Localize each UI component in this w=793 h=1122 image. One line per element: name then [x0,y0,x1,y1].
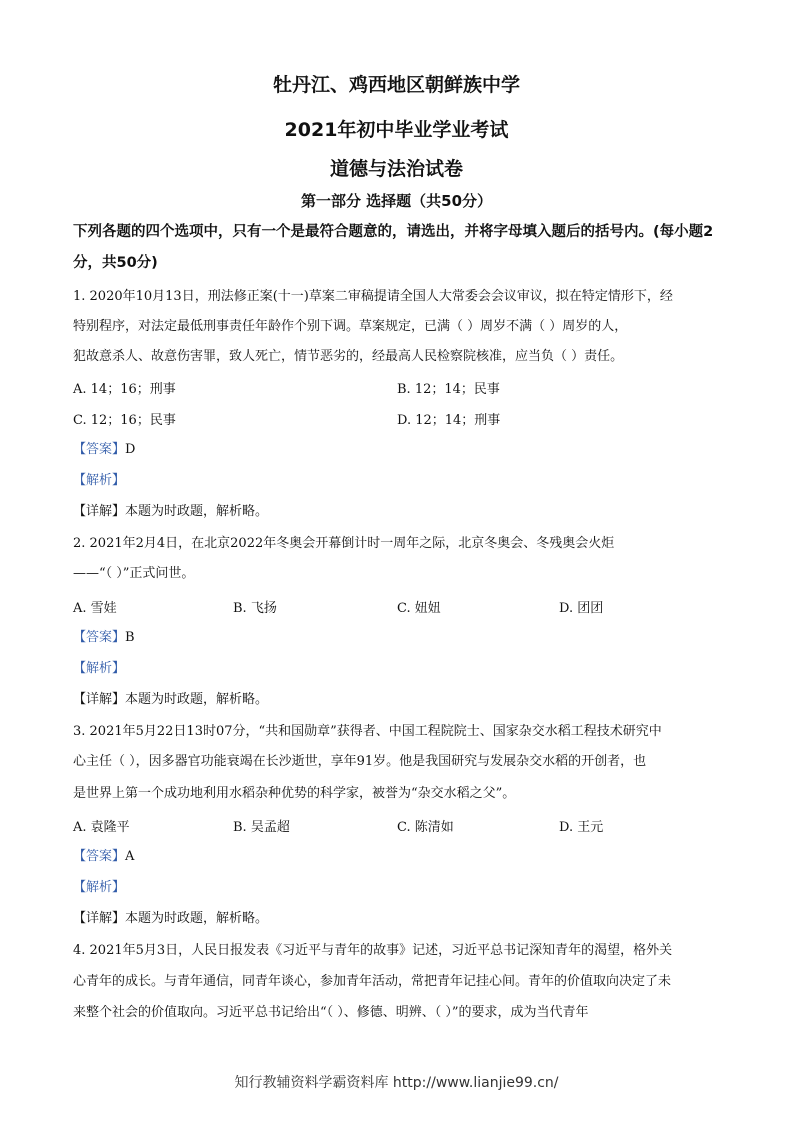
q1-analysis [73,471,125,491]
q4-stem-line2: 心青年的成长。与青年通信，同青年谈心，参加青年活动，常把青年记挂心间。青年的价值取向决定了未 [73,974,672,989]
q4-stem-line3: 来整个社会的价值取向。习近平总书记给出“（ ）、修德、明辨、（ ）”的要求，成为当代青年 [73,1005,589,1020]
detail-text: 本题为时政题，解析略。 [125,504,269,519]
section-title: 第一部分 选择题（共50分） [300,192,493,210]
answer-value: D [125,442,136,457]
detail-tag: 【详解】 [73,504,126,519]
q1-option-d: D. 12；14；刑事 [397,413,501,428]
q2-option-b: B. 飞扬 [233,601,277,616]
q1-option-a: A. 14；16；刑事 [73,382,176,397]
q1-option-c: C. 12；16；民事 [73,413,176,428]
school-title: 牡丹江、鸡西地区朝鲜族中学 [272,74,520,96]
q3-stem-line3: 是世界上第一个成功地利用水稻杂种优势的科学家，被誉为“杂交水稻之父”。 [73,786,516,801]
q3-stem-line1: 3. 2021年5月22日13时07分，“共和国勋章”获得者、中国工程院院士、国家杂交水稻工程技术研究中 [73,724,662,739]
answer-value: A [125,849,135,864]
q3-stem-line2: 心主任（ ），因多器官功能衰竭在长沙逝世，享年91岁。他是我国研究与发展杂交水稻的开创者，也 [73,754,647,769]
analysis-tag: 【解析】 [73,473,126,488]
answer-tag: 【答案】 [73,442,126,457]
footer-watermark: 知行教辅资料学霸资料库 http://www.lianjie99.cn/ [234,1075,559,1091]
detail-text: 本题为时政题，解析略。 [125,911,269,926]
q1-detail [73,502,268,522]
answer-value: B [125,630,135,645]
q2-analysis [73,659,125,679]
q2-stem-line2: ——“（ ）”正式问世。 [73,566,195,581]
q3-analysis [73,878,125,898]
q1-stem-line2: 特别程序，对法定最低刑事责任年龄作个别下调。草案规定，已满（ ）周岁不满（ ）周岁的人， [73,319,628,334]
q3-option-a: A. 袁隆平 [73,820,130,835]
q3-option-c: C. 陈清如 [397,820,454,835]
analysis-tag: 【解析】 [73,880,126,895]
q3-detail [73,909,268,929]
q2-answer [73,628,135,648]
q1-answer [73,440,135,460]
q4-stem-line1: 4. 2021年5月3日，人民日报发表《习近平与青年的故事》记述，习近平总书记深知青年的渴望，格外关 [73,943,673,958]
q2-stem-line1: 2. 2021年2月4日，在北京2022年冬奥会开幕倒计时一周年之际，北京冬奥会、冬残奥会火炬 [73,536,615,551]
answer-tag: 【答案】 [73,849,126,864]
q1-stem-line1: 1. 2020年10月13日，刑法修正案(十一)草案二审稿提请全国人大常委会会议审议，拟在特定情形下，经 [73,289,673,304]
q3-option-d: D. 王元 [559,820,604,835]
detail-tag: 【详解】 [73,692,126,707]
q2-option-a: A. 雪娃 [73,601,117,616]
q3-answer [73,847,134,867]
exam-title: 2021年初中毕业学业考试 [284,119,509,141]
detail-tag: 【详解】 [73,911,126,926]
q1-stem-line3: 犯故意杀人、故意伤害罪，致人死亡，情节恶劣的，经最高人民检察院核准，应当负（ ）责任。 [73,349,624,364]
q2-detail [73,690,268,710]
analysis-tag: 【解析】 [73,661,126,676]
q2-option-c: C. 妞妞 [397,601,441,616]
subject-title: 道德与法治试卷 [329,158,463,180]
answer-tag: 【答案】 [73,630,126,645]
q2-option-d: D. 团团 [559,601,604,616]
instructions: 下列各题的四个选项中，只有一个是最符合题意的，请选出，并将字母填入题后的括号内。(每小题2分，共50分) [73,224,714,271]
q3-option-b: B. 吴孟超 [233,820,290,835]
q1-option-b: B. 12；14；民事 [397,382,500,397]
detail-text: 本题为时政题，解析略。 [125,692,269,707]
